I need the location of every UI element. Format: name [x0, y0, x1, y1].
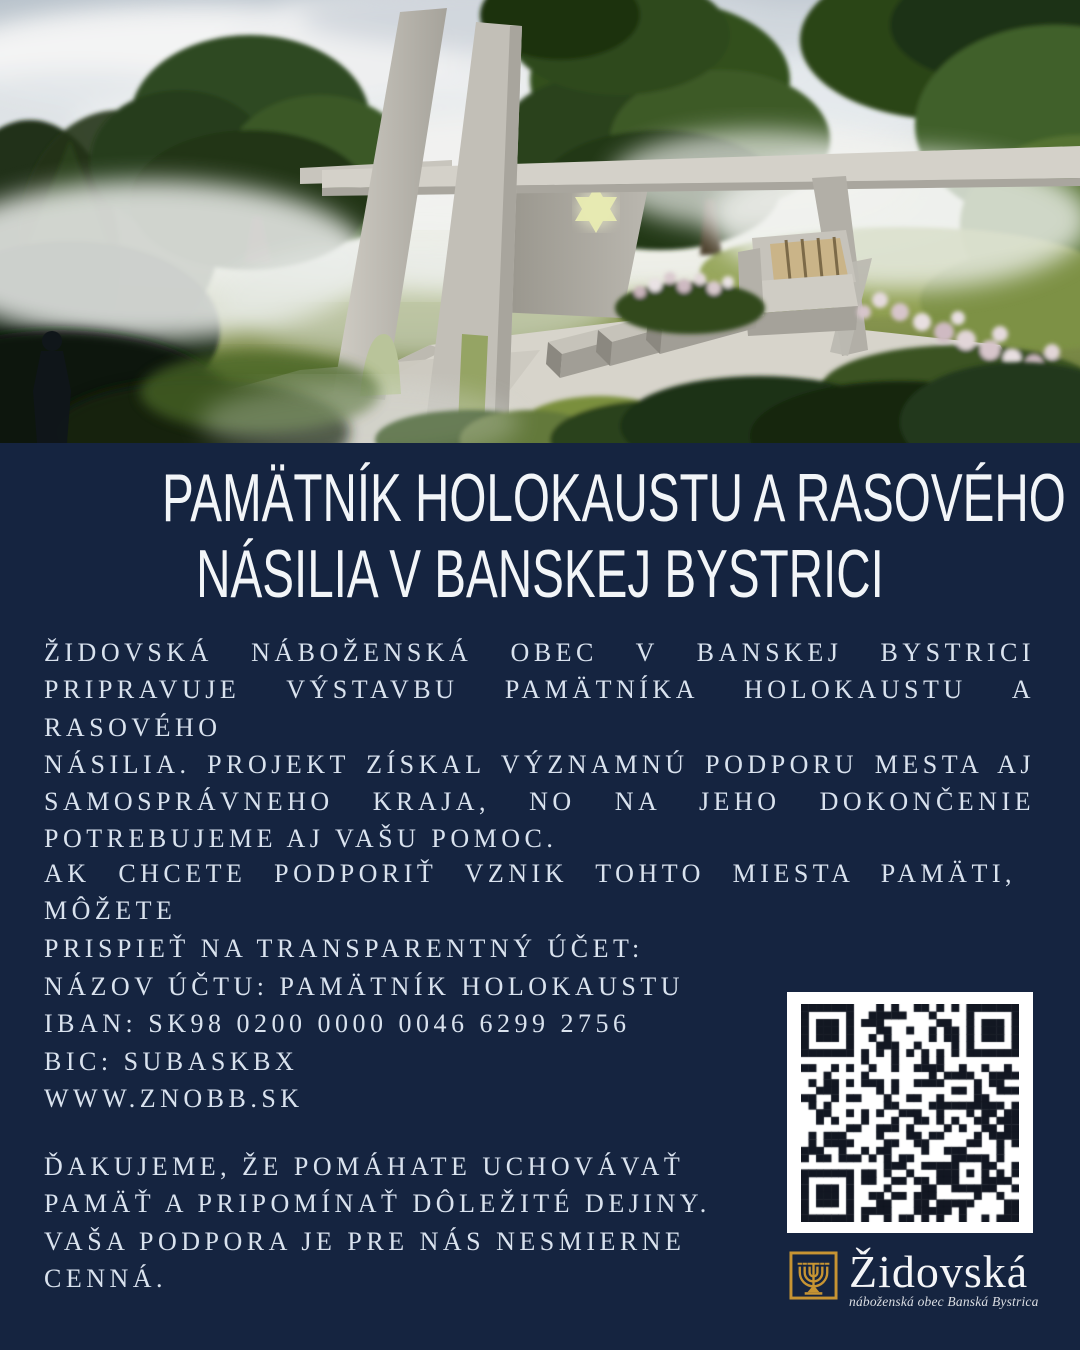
- appeal-paragraph: [44, 855, 1016, 967]
- title-line-2: NÁSILIA V BANSKEJ BYSTRICI: [196, 536, 884, 612]
- account-name-line: NÁZOV ÚČTU: PAMÄTNÍK HOLOKAUSTU: [44, 972, 685, 1001]
- intro-line: PRIPRAVUJE VÝSTAVBU PAMÄTNÍKA HOLOKAUSTU A RASOVÉHO: [44, 675, 1035, 742]
- bic-line: BIC: SUBASKBX: [44, 1046, 299, 1076]
- thanks-line: VAŠA PODPORA JE PRE NÁS NESMIERNE: [44, 1226, 686, 1256]
- intro-line: NÁSILIA. PROJEKT ZÍSKAL VÝZNAMNÚ PODPORU MESTA AJ: [44, 749, 1035, 779]
- thanks-paragraph: [44, 1148, 711, 1297]
- thanks-line: ĎAKUJEME, ŽE POMÁHATE UCHOVÁVAŤ: [44, 1152, 685, 1181]
- logo-name: Židovská: [849, 1246, 1029, 1297]
- qr-code-pattern: [801, 1004, 1019, 1222]
- website-line: WWW.ZNOBB.SK: [44, 1083, 304, 1113]
- menorah-icon: [789, 1251, 838, 1300]
- logo-subtitle: náboženská obec Banská Bystrica: [849, 1294, 1039, 1309]
- account-details: [44, 968, 684, 1117]
- organization-logo: [789, 1246, 1039, 1309]
- thanks-line: CENNÁ.: [44, 1263, 168, 1293]
- thanks-line: PAMÄŤ A PRIPOMÍNAŤ DÔLEŽITÉ DEJINY.: [44, 1189, 711, 1219]
- poster-title: [0, 460, 1080, 612]
- iban-line: IBAN: SK98 0200 0000 0046 6299 2756: [44, 1009, 631, 1039]
- logo-text: [849, 1246, 1039, 1309]
- intro-line: POTREBUJEME AJ VAŠU POMOC.: [44, 824, 558, 854]
- memorial-render-image: [0, 0, 1080, 443]
- intro-line: ŽIDOVSKÁ NÁBOŽENSKÁ OBEC V BANSKEJ BYSTRICI: [44, 638, 1035, 667]
- appeal-line: AK CHCETE PODPORIŤ VZNIK TOHTO MIESTA PAMÄTI, MÔŽETE: [44, 859, 1016, 926]
- intro-line: SAMOSPRÁVNEHO KRAJA, NO NA JEHO DOKONČENIE: [44, 787, 1035, 817]
- qr-code: [787, 992, 1033, 1233]
- title-line-1: PAMÄTNÍK HOLOKAUSTU A RASOVÉHO: [162, 460, 1066, 536]
- intro-paragraph: [44, 634, 1035, 858]
- appeal-line: PRISPIEŤ NA TRANSPARENTNÝ ÚČET:: [44, 933, 644, 963]
